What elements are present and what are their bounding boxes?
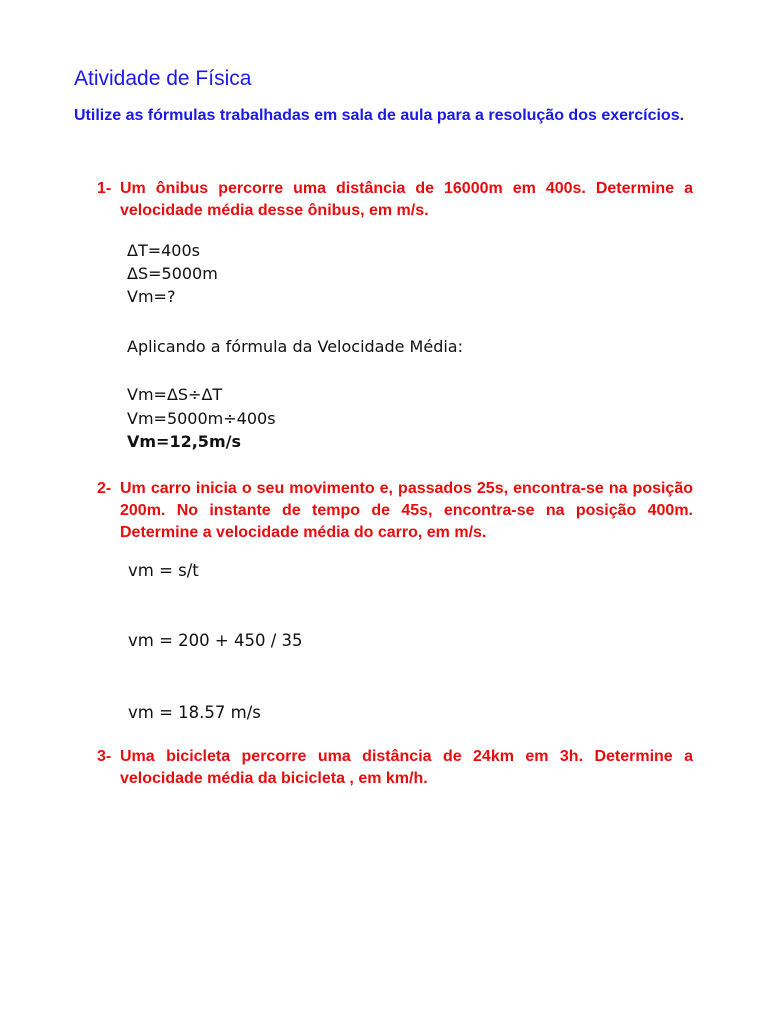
question-1 — [97, 178, 693, 222]
question-text: Um ônibus percorre uma distância de 16000m em 400s. Determine a velocidade média desse ônibus, em m/s. — [120, 180, 693, 219]
question-text: Um carro inicia o seu movimento e, passados 25s, encontra-se na posição 200m. No instante de tempo de 45s, encontra-se na posição 400m. Determine a velocidade média do carro, em m/s. — [120, 480, 693, 541]
question-2 — [97, 478, 693, 544]
answer-line: vm = s/t — [128, 561, 199, 580]
page-title: Atividade de Física — [74, 67, 252, 90]
question-number: 1- — [97, 180, 112, 197]
question-number: 3- — [97, 748, 112, 765]
question-3 — [97, 746, 693, 790]
answer-line: vm = 200 + 450 / 35 — [128, 631, 303, 650]
answer-line: Aplicando a fórmula da Velocidade Média: — [127, 337, 463, 356]
answer-line: Vm=5000m÷400s — [127, 409, 276, 428]
answer-line: ΔS=5000m — [127, 264, 218, 283]
question-number: 2- — [97, 480, 112, 497]
answer-line: ΔT=400s — [127, 241, 200, 260]
answer-result: Vm=12,5m/s — [127, 432, 241, 451]
intro-text: Utilize as fórmulas trabalhadas em sala de aula para a resolução dos exercícios. — [74, 107, 685, 124]
answer-line: Vm=? — [127, 287, 176, 306]
question-text: Uma bicicleta percorre uma distância de 24km em 3h. Determine a velocidade média da bicicleta , em km/h. — [120, 748, 693, 787]
answer-line: Vm=ΔS÷ΔT — [127, 385, 223, 404]
answer-line: vm = 18.57 m/s — [128, 703, 261, 722]
